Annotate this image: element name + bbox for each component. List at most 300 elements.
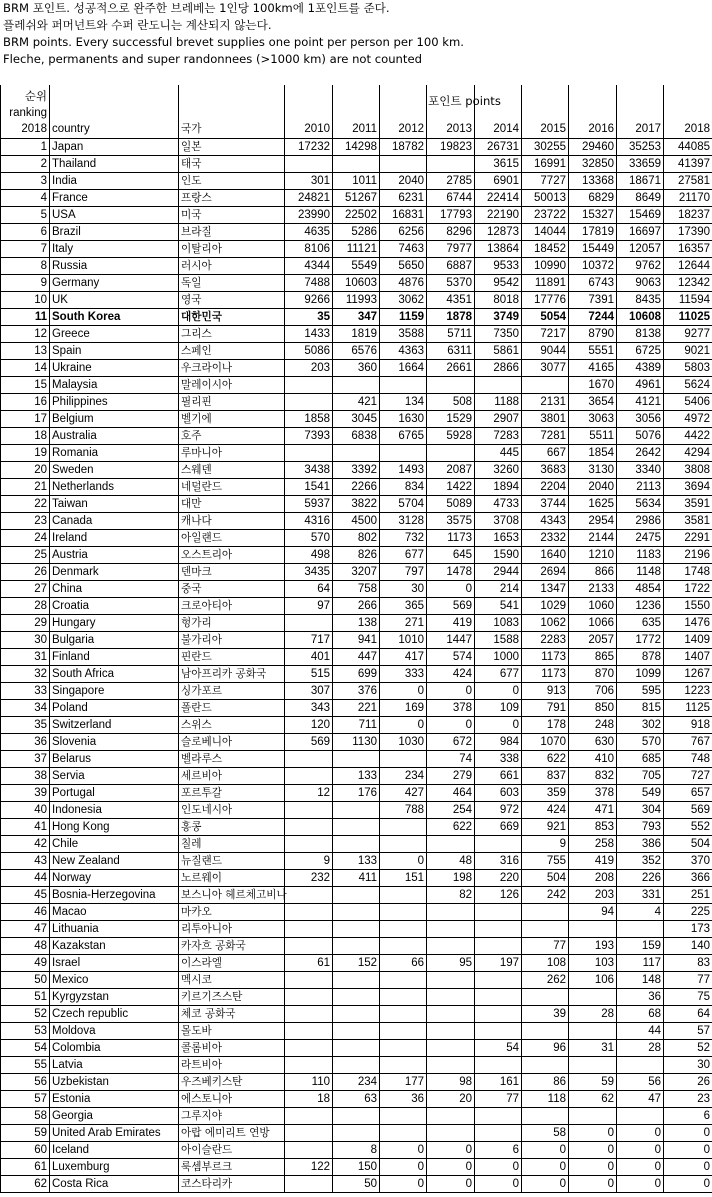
- korean-name-cell: 헝가리: [179, 615, 285, 632]
- points-cell: [285, 887, 333, 904]
- table-row: [1, 173, 712, 190]
- country-name-cell: Thailand: [50, 156, 179, 173]
- points-cell: [427, 972, 475, 989]
- rank-cell: 56: [1, 1074, 50, 1091]
- points-cell: 151: [380, 870, 427, 887]
- points-cell: 4733: [475, 496, 522, 513]
- points-cell: 23: [664, 1091, 712, 1108]
- table-row: [1, 955, 712, 972]
- rank-header-line: 순위: [24, 91, 47, 103]
- table-row: [1, 615, 712, 632]
- points-cell: 21170: [664, 190, 712, 207]
- points-cell: 2113: [617, 479, 664, 496]
- points-cell: 4422: [664, 428, 712, 445]
- rank-cell: 45: [1, 887, 50, 904]
- table-row: [1, 666, 712, 683]
- table-row: [1, 1159, 712, 1176]
- points-cell: [475, 972, 522, 989]
- points-cell: 1210: [569, 547, 617, 564]
- rank-cell: 20: [1, 462, 50, 479]
- points-cell: 232: [285, 870, 333, 887]
- points-cell: 32850: [569, 156, 617, 173]
- points-cell: [380, 1108, 427, 1125]
- points-cell: 2133: [569, 581, 617, 598]
- country-name-cell: Georgia: [50, 1108, 179, 1125]
- country-name-cell: Canada: [50, 513, 179, 530]
- points-cell: 0: [475, 683, 522, 700]
- points-cell: 6311: [427, 343, 475, 360]
- points-cell: 471: [569, 802, 617, 819]
- points-cell: [475, 1125, 522, 1142]
- points-cell: 133: [333, 768, 380, 785]
- points-cell: 22190: [475, 207, 522, 224]
- table-row: [1, 428, 712, 445]
- points-cell: 5861: [475, 343, 522, 360]
- korean-name-cell: 코스타리카: [179, 1176, 285, 1193]
- points-cell: 941: [333, 632, 380, 649]
- table-row: [1, 309, 712, 326]
- korean-name-cell: 폴란드: [179, 700, 285, 717]
- korean-name-cell: 몰도바: [179, 1023, 285, 1040]
- points-cell: 2196: [664, 547, 712, 564]
- points-cell: 1173: [522, 649, 569, 666]
- points-cell: 5624: [664, 377, 712, 394]
- points-cell: [333, 938, 380, 955]
- points-cell: 83: [664, 955, 712, 972]
- points-cell: 2642: [617, 445, 664, 462]
- points-cell: 35: [285, 309, 333, 326]
- points-cell: [333, 802, 380, 819]
- points-cell: 0: [522, 1176, 569, 1193]
- points-cell: [522, 989, 569, 1006]
- korean-name-cell: 러시아: [179, 258, 285, 275]
- country-name-cell: Romania: [50, 445, 179, 462]
- country-name-cell: Kyrgyzstan: [50, 989, 179, 1006]
- rank-cell: 39: [1, 785, 50, 802]
- points-cell: 918: [664, 717, 712, 734]
- points-cell: 870: [569, 666, 617, 683]
- points-cell: [569, 1108, 617, 1125]
- points-cell: 464: [427, 785, 475, 802]
- points-cell: 791: [522, 700, 569, 717]
- points-cell: 5634: [617, 496, 664, 513]
- points-cell: 11993: [333, 292, 380, 309]
- table-row: [1, 1125, 712, 1142]
- points-cell: 732: [380, 530, 427, 547]
- points-cell: [285, 615, 333, 632]
- points-cell: 7217: [522, 326, 569, 343]
- rank-cell: 43: [1, 853, 50, 870]
- korean-name-cell: 그리스: [179, 326, 285, 343]
- table-row: [1, 224, 712, 241]
- points-cell: 1060: [569, 598, 617, 615]
- table-row: [1, 462, 712, 479]
- points-cell: 30: [664, 1057, 712, 1074]
- points-cell: 0: [522, 1142, 569, 1159]
- header-row: [1, 85, 712, 139]
- points-cell: [285, 1125, 333, 1142]
- points-cell: 1347: [522, 581, 569, 598]
- points-cell: 57: [664, 1023, 712, 1040]
- rank-cell: 6: [1, 224, 50, 241]
- points-cell: 64: [285, 581, 333, 598]
- points-cell: 61: [285, 955, 333, 972]
- rank-cell: 50: [1, 972, 50, 989]
- points-cell: 331: [617, 887, 664, 904]
- points-cell: [285, 1040, 333, 1057]
- country-name-cell: Portugal: [50, 785, 179, 802]
- points-cell: 98: [427, 1074, 475, 1091]
- points-cell: 0: [380, 683, 427, 700]
- table-row: [1, 581, 712, 598]
- points-cell: 2291: [664, 530, 712, 547]
- points-cell: 1010: [380, 632, 427, 649]
- points-cell: 832: [569, 768, 617, 785]
- points-cell: 419: [569, 853, 617, 870]
- points-cell: 3063: [569, 411, 617, 428]
- points-cell: 2866: [475, 360, 522, 377]
- korean-name-cell: 불가리아: [179, 632, 285, 649]
- points-cell: 56: [617, 1074, 664, 1091]
- points-cell: 95: [427, 955, 475, 972]
- country-name-cell: Singapore: [50, 683, 179, 700]
- points-cell: 5286: [333, 224, 380, 241]
- points-cell: [285, 1176, 333, 1193]
- points-cell: 68: [617, 1006, 664, 1023]
- points-cell: 134: [380, 394, 427, 411]
- points-cell: [569, 1057, 617, 1074]
- points-cell: 5076: [617, 428, 664, 445]
- points-cell: 7391: [569, 292, 617, 309]
- points-cell: 8790: [569, 326, 617, 343]
- points-cell: 5704: [380, 496, 427, 513]
- korean-name-cell: 네덜란드: [179, 479, 285, 496]
- points-cell: 301: [285, 173, 333, 190]
- points-cell: [333, 1125, 380, 1142]
- points-cell: 77: [475, 1091, 522, 1108]
- points-cell: 8296: [427, 224, 475, 241]
- points-cell: 23990: [285, 207, 333, 224]
- points-cell: [333, 921, 380, 938]
- country-name-cell: Finland: [50, 649, 179, 666]
- points-cell: [617, 1057, 664, 1074]
- points-cell: 1267: [664, 666, 712, 683]
- rank-cell: 16: [1, 394, 50, 411]
- korean-name-cell: 필리핀: [179, 394, 285, 411]
- points-cell: [380, 1023, 427, 1040]
- points-cell: 0: [427, 717, 475, 734]
- points-cell: 28: [569, 1006, 617, 1023]
- points-cell: 1148: [617, 564, 664, 581]
- table-row: [1, 343, 712, 360]
- points-cell: 4316: [285, 513, 333, 530]
- points-cell: 421: [333, 394, 380, 411]
- country-name-cell: Hong Kong: [50, 819, 179, 836]
- korean-name-cell: 대한민국: [179, 309, 285, 326]
- points-cell: 3591: [664, 496, 712, 513]
- country-name-cell: Austria: [50, 547, 179, 564]
- points-cell: [569, 989, 617, 1006]
- points-cell: 3615: [475, 156, 522, 173]
- points-cell: 797: [380, 564, 427, 581]
- year-header: 2015: [522, 85, 569, 139]
- points-cell: 17776: [522, 292, 569, 309]
- country-name-cell: Bosnia-Herzegovina: [50, 887, 179, 904]
- points-cell: 552: [664, 819, 712, 836]
- points-cell: 1173: [522, 666, 569, 683]
- points-cell: 3654: [569, 394, 617, 411]
- korean-name-cell: 아랍 에미리트 연방: [179, 1125, 285, 1142]
- points-cell: 18237: [664, 207, 712, 224]
- rank-cell: 22: [1, 496, 50, 513]
- points-cell: 1653: [475, 530, 522, 547]
- points-cell: 97: [285, 598, 333, 615]
- points-cell: [427, 377, 475, 394]
- points-cell: 8138: [617, 326, 664, 343]
- points-cell: 1476: [664, 615, 712, 632]
- points-cell: 343: [285, 700, 333, 717]
- points-cell: 569: [427, 598, 475, 615]
- country-name-cell: Costa Rica: [50, 1176, 179, 1193]
- points-cell: 0: [427, 1159, 475, 1176]
- korean-name-cell: 아일랜드: [179, 530, 285, 547]
- points-cell: 8018: [475, 292, 522, 309]
- table-row: [1, 292, 712, 309]
- table-row: [1, 785, 712, 802]
- country-name-cell: Iceland: [50, 1142, 179, 1159]
- rank-cell: 23: [1, 513, 50, 530]
- points-cell: 677: [380, 547, 427, 564]
- points-cell: 133: [333, 853, 380, 870]
- table-row: [1, 632, 712, 649]
- country-name-cell: Ireland: [50, 530, 179, 547]
- rank-cell: 32: [1, 666, 50, 683]
- points-cell: 410: [569, 751, 617, 768]
- points-cell: 3435: [285, 564, 333, 581]
- points-cell: 5089: [427, 496, 475, 513]
- points-cell: 19823: [427, 139, 475, 156]
- points-cell: 9762: [617, 258, 664, 275]
- year-header: 2012: [380, 85, 427, 139]
- points-cell: 7977: [427, 241, 475, 258]
- points-cell: 635: [617, 615, 664, 632]
- country-name-cell: Slovenia: [50, 734, 179, 751]
- points-cell: 793: [617, 819, 664, 836]
- points-cell: 16697: [617, 224, 664, 241]
- points-cell: 1173: [427, 530, 475, 547]
- points-cell: 279: [427, 768, 475, 785]
- points-cell: 2785: [427, 173, 475, 190]
- points-cell: 6: [664, 1108, 712, 1125]
- points-cell: 748: [664, 751, 712, 768]
- points-cell: 0: [380, 1142, 427, 1159]
- points-cell: 3588: [380, 326, 427, 343]
- korean-name-cell: 핀란드: [179, 649, 285, 666]
- table-row: [1, 1142, 712, 1159]
- points-cell: 758: [333, 581, 380, 598]
- points-cell: 9044: [522, 343, 569, 360]
- korean-name-cell: 크로아티아: [179, 598, 285, 615]
- points-cell: [380, 904, 427, 921]
- country-name-cell: China: [50, 581, 179, 598]
- note-korean-1: BRM 포인트. 성공적으로 완주한 브레베는 1인당 100km에 1포인트를 준다.: [3, 1, 390, 15]
- points-cell: 0: [664, 1142, 712, 1159]
- points-cell: 1478: [427, 564, 475, 581]
- points-cell: [380, 989, 427, 1006]
- points-cell: 378: [427, 700, 475, 717]
- points-cell: 316: [475, 853, 522, 870]
- rank-cell: 24: [1, 530, 50, 547]
- points-cell: [475, 377, 522, 394]
- points-cell: 50013: [522, 190, 569, 207]
- points-cell: 921: [522, 819, 569, 836]
- rank-cell: 58: [1, 1108, 50, 1125]
- points-cell: 3822: [333, 496, 380, 513]
- points-cell: 35253: [617, 139, 664, 156]
- points-cell: [475, 836, 522, 853]
- points-cell: 717: [285, 632, 333, 649]
- points-cell: 0: [617, 1142, 664, 1159]
- points-cell: [333, 972, 380, 989]
- country-name-cell: UK: [50, 292, 179, 309]
- points-cell: [285, 751, 333, 768]
- points-cell: 12873: [475, 224, 522, 241]
- points-cell: [285, 1006, 333, 1023]
- points-cell: 12057: [617, 241, 664, 258]
- points-cell: 5711: [427, 326, 475, 343]
- points-cell: [333, 1108, 380, 1125]
- points-cell: 15327: [569, 207, 617, 224]
- korean-name-cell: 스웨덴: [179, 462, 285, 479]
- points-cell: [333, 751, 380, 768]
- korean-name-cell: 브라질: [179, 224, 285, 241]
- points-cell: [380, 1125, 427, 1142]
- points-cell: [427, 836, 475, 853]
- points-cell: [285, 972, 333, 989]
- points-cell: 705: [617, 768, 664, 785]
- korean-name-cell: 그루지야: [179, 1108, 285, 1125]
- points-cell: 203: [285, 360, 333, 377]
- points-cell: 411: [333, 870, 380, 887]
- country-name-cell: Servia: [50, 768, 179, 785]
- points-cell: 661: [475, 768, 522, 785]
- points-cell: [475, 1006, 522, 1023]
- points-cell: 15449: [569, 241, 617, 258]
- points-cell: 8649: [617, 190, 664, 207]
- country-name-cell: USA: [50, 207, 179, 224]
- note-korean-2: 플레쉬와 퍼머넌트와 수퍼 란도니는 계산되지 않는다.: [3, 18, 272, 32]
- table-row: [1, 547, 712, 564]
- points-cell: 23722: [522, 207, 569, 224]
- korean-name-cell: 체코 공화국: [179, 1006, 285, 1023]
- table-row: [1, 717, 712, 734]
- points-cell: 18452: [522, 241, 569, 258]
- points-cell: 75: [664, 989, 712, 1006]
- points-cell: 445: [475, 445, 522, 462]
- points-cell: 0: [569, 1125, 617, 1142]
- table-row: [1, 1176, 712, 1193]
- points-cell: [380, 972, 427, 989]
- table-row: [1, 887, 712, 904]
- country-name-cell: Denmark: [50, 564, 179, 581]
- points-cell: 8435: [617, 292, 664, 309]
- rank-cell: 17: [1, 411, 50, 428]
- rank-cell: 41: [1, 819, 50, 836]
- points-cell: 569: [285, 734, 333, 751]
- country-name-cell: Brazil: [50, 224, 179, 241]
- points-cell: 1590: [475, 547, 522, 564]
- points-cell: 4165: [569, 360, 617, 377]
- points-cell: 574: [427, 649, 475, 666]
- points-cell: [380, 1040, 427, 1057]
- points-cell: 1550: [664, 598, 712, 615]
- points-cell: 504: [664, 836, 712, 853]
- points-cell: 17819: [569, 224, 617, 241]
- points-cell: 198: [427, 870, 475, 887]
- country-name-cell: France: [50, 190, 179, 207]
- points-cell: 39: [522, 1006, 569, 1023]
- points-cell: 2332: [522, 530, 569, 547]
- rank-cell: 2: [1, 156, 50, 173]
- points-cell: [333, 819, 380, 836]
- points-cell: [427, 989, 475, 1006]
- korean-name-cell: 덴마크: [179, 564, 285, 581]
- rank-cell: 59: [1, 1125, 50, 1142]
- points-cell: 58: [522, 1125, 569, 1142]
- points-cell: 3392: [333, 462, 380, 479]
- points-cell: 802: [333, 530, 380, 547]
- points-cell: 3340: [617, 462, 664, 479]
- points-cell: [285, 1023, 333, 1040]
- rank-cell: 9: [1, 275, 50, 292]
- points-cell: 6743: [569, 275, 617, 292]
- points-cell: 4635: [285, 224, 333, 241]
- points-cell: 6829: [569, 190, 617, 207]
- korean-name-cell: 인도: [179, 173, 285, 190]
- table-row: [1, 904, 712, 921]
- points-cell: 254: [427, 802, 475, 819]
- points-cell: [522, 921, 569, 938]
- korean-name-cell: 중국: [179, 581, 285, 598]
- rank-cell: 36: [1, 734, 50, 751]
- points-cell: 3438: [285, 462, 333, 479]
- points-cell: 13368: [569, 173, 617, 190]
- points-cell: 110: [285, 1074, 333, 1091]
- points-cell: 2661: [427, 360, 475, 377]
- korean-name-cell: 미국: [179, 207, 285, 224]
- korean-name-cell: 홍콩: [179, 819, 285, 836]
- points-cell: 0: [380, 1159, 427, 1176]
- points-cell: 3749: [475, 309, 522, 326]
- points-cell: [380, 445, 427, 462]
- points-cell: [427, 445, 475, 462]
- korean-name-cell: 말레이시아: [179, 377, 285, 394]
- table-row: [1, 496, 712, 513]
- points-cell: 419: [427, 615, 475, 632]
- table-row: [1, 207, 712, 224]
- points-cell: [427, 1040, 475, 1057]
- points-cell: 2131: [522, 394, 569, 411]
- rank-cell: 4: [1, 190, 50, 207]
- year-header: 2013: [427, 85, 475, 139]
- points-cell: 4294: [664, 445, 712, 462]
- table-row: [1, 938, 712, 955]
- rank-cell: 57: [1, 1091, 50, 1108]
- points-cell: [285, 921, 333, 938]
- points-cell: 4: [617, 904, 664, 921]
- table-row: [1, 1023, 712, 1040]
- points-cell: 359: [522, 785, 569, 802]
